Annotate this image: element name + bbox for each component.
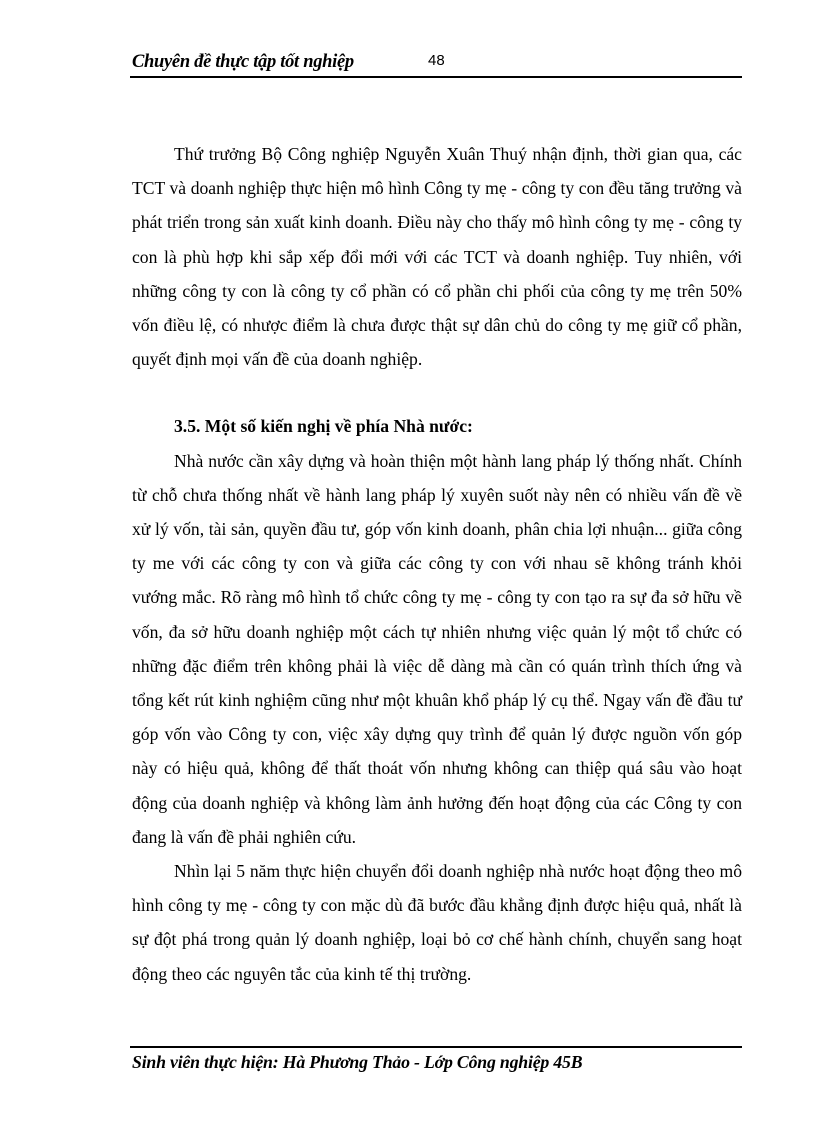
document-title: Chuyên đề thực tập tốt nghiệp (132, 52, 354, 72)
body-paragraph-3: Nhìn lại 5 năm thực hiện chuyển đổi doanh nghiệp nhà nước hoạt động theo mô hình công ty mẹ - công ty con mặc dù đã bước đầu khẳng định được hiệu quả, nhất là sự đột phá trong quản lý doanh nghiệp, loại bỏ cơ chế hành chính, chuyển sang hoạt động theo các nguyên tắc của kinh tế thị trường. (132, 861, 742, 984)
body-paragraph-2: Nhà nước cần xây dựng và hoàn thiện một hành lang pháp lý thống nhất. Chính từ chỗ chưa thống nhất về hành lang pháp lý xuyên suốt này nên có nhiều vấn đề về xử lý vốn, tài sản, quyền đầu tư, góp vốn kinh doanh, phân chia lợi nhuận... giữa công ty me với các công ty con và giữa các công ty con với nhau sẽ không tránh khỏi vướng mắc. Rõ ràng mô hình tổ chức công ty mẹ - công ty con tạo ra sự đa sở hữu về vốn, đa sở hữu doanh nghiệp một cách tự nhiên nhưng việc quản lý một tổ chức có những đặc điểm trên không phải là việc dễ dàng mà cần có quán trình thích ứng và tổng kết rút kinh nghiệm cũng như một khuân khổ pháp lý cụ thể. Ngay vấn đề đầu tư góp vốn vào Công ty con, việc xây dựng quy trình để quản lý được nguồn vốn góp này có hiệu quả, không để thất thoát vốn nhưng không can thiệp quá sâu vào hoạt động của doanh nghiệp và không làm ảnh hưởng đến hoạt động của các Công ty con đang là vấn đề phải nghiên cứu. (132, 450, 742, 847)
page-body (132, 137, 742, 991)
section-heading: 3.5. Một số kiến nghị về phía Nhà nước: (174, 416, 473, 437)
footer-divider (130, 1046, 742, 1048)
body-paragraph-1: Thứ trưởng Bộ Công nghiệp Nguyễn Xuân Thuý nhận định, thời gian qua, các TCT và doanh nghiệp thực hiện mô hình Công ty mẹ - công ty con đều tăng trưởng và phát triển trong sản xuất kinh doanh. Điều này cho thấy mô hình công ty mẹ - công ty con là phù hợp khi sắp xếp đổi mới với các TCT và doanh nghiệp. Tuy nhiên, với những công ty con là công ty cổ phần có cổ phần chi phối của công ty mẹ trên 50% vốn điều lệ, có nhược điểm là chưa được thật sự dân chủ do công ty mẹ giữ cổ phần, quyết định mọi vấn đề của doanh nghiệp. (132, 144, 742, 370)
page-number: 48 (428, 52, 445, 69)
page-header (132, 50, 742, 78)
header-divider (130, 76, 742, 78)
footer-author-line: Sinh viên thực hiện: Hà Phương Thảo - Lớp Công nghiệp 45B (132, 1052, 583, 1072)
